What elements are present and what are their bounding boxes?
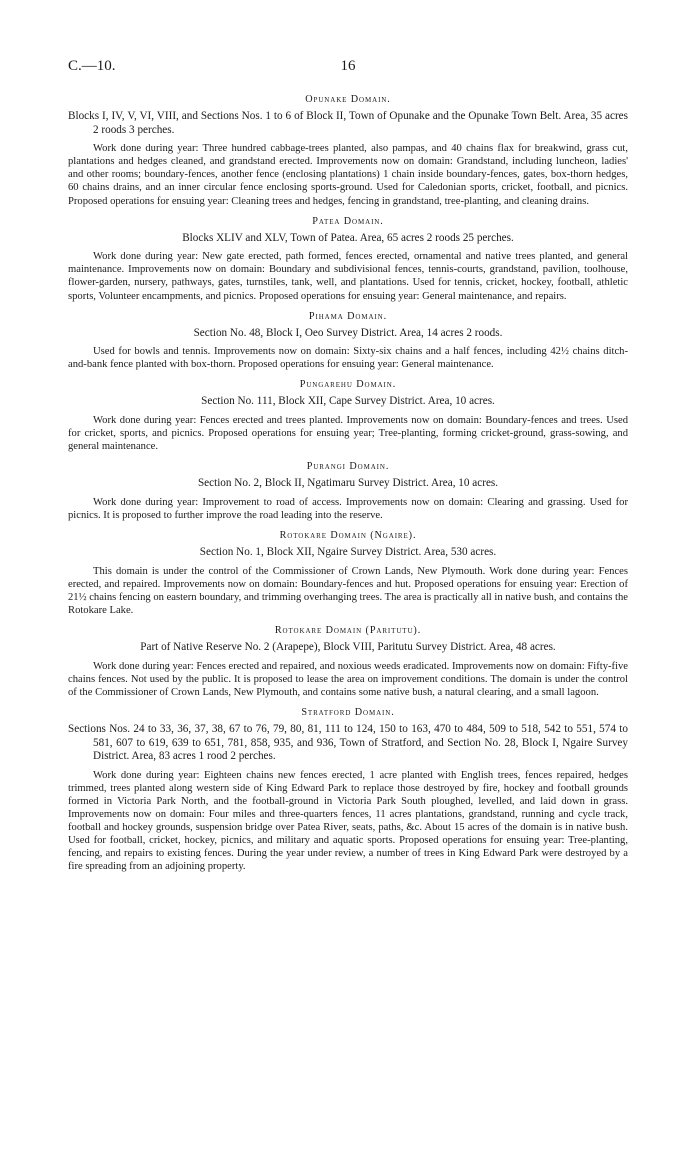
domain-section-patea <box>68 216 628 303</box>
section-title: Pihama Domain. <box>308 310 388 322</box>
section-title: Purangi Domain. <box>306 461 390 473</box>
page-number: 16 <box>340 58 356 74</box>
section-body: Used for bowls and tennis. Improvements now on domain: Sixty-six chains and a half fences, including 42½ chains ditch-and-bank fence planted with box-thorn. Proposed operations for ensuing year: General maintenance. <box>68 346 628 371</box>
section-title: Stratford Domain. <box>301 706 395 718</box>
section-location: Part of Native Reserve No. 2 (Arapepe), Block VIII, Paritutu Survey District. Area, 48 acres. <box>140 641 556 654</box>
domain-section-rotokare-ngaire <box>68 530 628 617</box>
section-body: Work done during year: Improvement to road of access. Improvements now on domain: Clearing and grassing. Used for picnics. It is proposed to further improve the road leading into the reserve. <box>68 496 628 521</box>
section-title: Rotokare Domain (Paritutu). <box>274 625 422 637</box>
page-header <box>68 58 628 80</box>
section-title: Rotokare Domain (Ngaire). <box>279 530 417 542</box>
section-title: Patea Domain. <box>312 215 384 227</box>
section-body: Work done during year: Eighteen chains new fences erected, 1 acre planted with English trees, fences repaired, hedges trimmed, trees planted along western side of King Edward Park to replace those destroyed by fire, hockey and football grounds formed in Victoria Park North, and the football-ground in Victoria Park South ploughed, levelled, and laid down in grass. Improvements now on domain: Four miles and three-quarters fences, 11 acres plantations, grandstand, running and cycle track, football and hockey grounds, suspension bridge over Patea River, seats, paths, &c. About 15 acres of the domain is in native bush. Used for football, cricket, hockey, picnics, and military and aquatic sports. Proposed operations for ensuing year: Tree-planting, fencing, and repairs to existing fences. During the year under review, a number of trees in King Edward Park were destroyed by a fire spreading from an adjoining property. <box>68 769 628 873</box>
domain-section-stratford <box>68 707 628 874</box>
domain-section-rotokare-paritutu <box>68 625 628 699</box>
section-location: Blocks I, IV, V, VI, VIII, and Sections Nos. 1 to 6 of Block II, Town of Opunake and the Opunake Town Belt. Area, 35 acres 2 roods 3 perches. <box>68 110 628 136</box>
section-location: Section No. 111, Block XII, Cape Survey District. Area, 10 acres. <box>201 395 495 408</box>
section-body: This domain is under the control of the Commissioner of Crown Lands, New Plymouth. Work done during year: Fences erected, and repaired. Improvements now on domain: Boundary-fences and hut. Proposed operations for ensuing year: Erection of 21½ chains fencing on eastern boundary, and trimming overhanging trees. The area is practically all in native bush, and contains the Rotokare Lake. <box>68 565 628 616</box>
domain-section-pungarehu <box>68 379 628 453</box>
section-body: Work done during year: Three hundred cabbage-trees planted, also pampas, and 40 chains flax for breakwind, grass cut, plantations and hedges cleaned, and grandstand erected. Improvements now on domain: Grandstand, including luncheon, ladies' and other rooms; boundary-fences, another fence (enclosing plantations) 1 chain inside boundary-fences, gates, box-thorn hedges, 60 chains drains, and an inner circular fence enclosing sports-ground. Used for Caledonian sports, cricket, football, and picnics. Proposed operations for ensuing year: Cleaning trees and hedges, fencing in grandstand, tree-planting, and cleaning drains. <box>68 143 628 207</box>
section-body: Work done during year: New gate erected, path formed, fences erected, ornamental and native trees planted, and general maintenance. Improvements now on domain: Boundary and subdivisional fences, tennis-courts, grandstand, pavilion, toolhouse, flower-garden, nursery, pathways, gates, turnstiles, tank, well, and plantations. Used for tennis, cricket, hockey, football, athletic sports, Volunteer encampments, and picnics. Proposed operations for ensuing year: General maintenance, and repairs. <box>68 251 628 302</box>
document-page <box>68 58 628 881</box>
section-title: Opunake Domain. <box>305 94 391 105</box>
document-reference: C.—10. <box>68 58 116 74</box>
domain-section-purangi <box>68 461 628 522</box>
section-location: Section No. 1, Block XII, Ngaire Survey District. Area, 530 acres. <box>199 546 497 559</box>
section-location: Section No. 2, Block II, Ngatimaru Survey District. Area, 10 acres. <box>197 477 499 490</box>
domain-section-opunake <box>68 94 628 208</box>
section-location: Section No. 48, Block I, Oeo Survey District. Area, 14 acres 2 roods. <box>193 326 503 339</box>
section-location: Sections Nos. 24 to 33, 36, 37, 38, 67 to 76, 79, 80, 81, 111 to 124, 150 to 163, 470 to 484, 509 to 518, 542 to 551, 574 to 581, 607 to 619, 639 to 651, 781, 858, 935, and 936, Town of Stratford, and Section No. 28, Block I, Ngaire Survey District. Area, 83 acres 1 rood 2 perches. <box>68 722 628 763</box>
section-location: Blocks XLIV and XLV, Town of Patea. Area, 65 acres 2 roods 25 perches. <box>182 231 514 244</box>
domain-section-pihama <box>68 311 628 372</box>
section-body: Work done during year: Fences erected and repaired, and noxious weeds eradicated. Improvements now on domain: Fifty-five chains fences. Not used by the public. It is proposed to lease the area on improvement conditions. The domain is under the control of the Commissioner of Crown Lands, New Plymouth, and contains some native bush, a natural clearing, and a small lagoon. <box>68 660 628 698</box>
section-title: Pungarehu Domain. <box>299 379 397 391</box>
section-body: Work done during year: Fences erected and trees planted. Improvements now on domain: Boundary-fences and trees. Used for cricket, sports, and picnics. Proposed operations for ensuing year; Tree-planting, forming cricket-ground, grass-sowing, and general maintenance. <box>68 415 628 453</box>
